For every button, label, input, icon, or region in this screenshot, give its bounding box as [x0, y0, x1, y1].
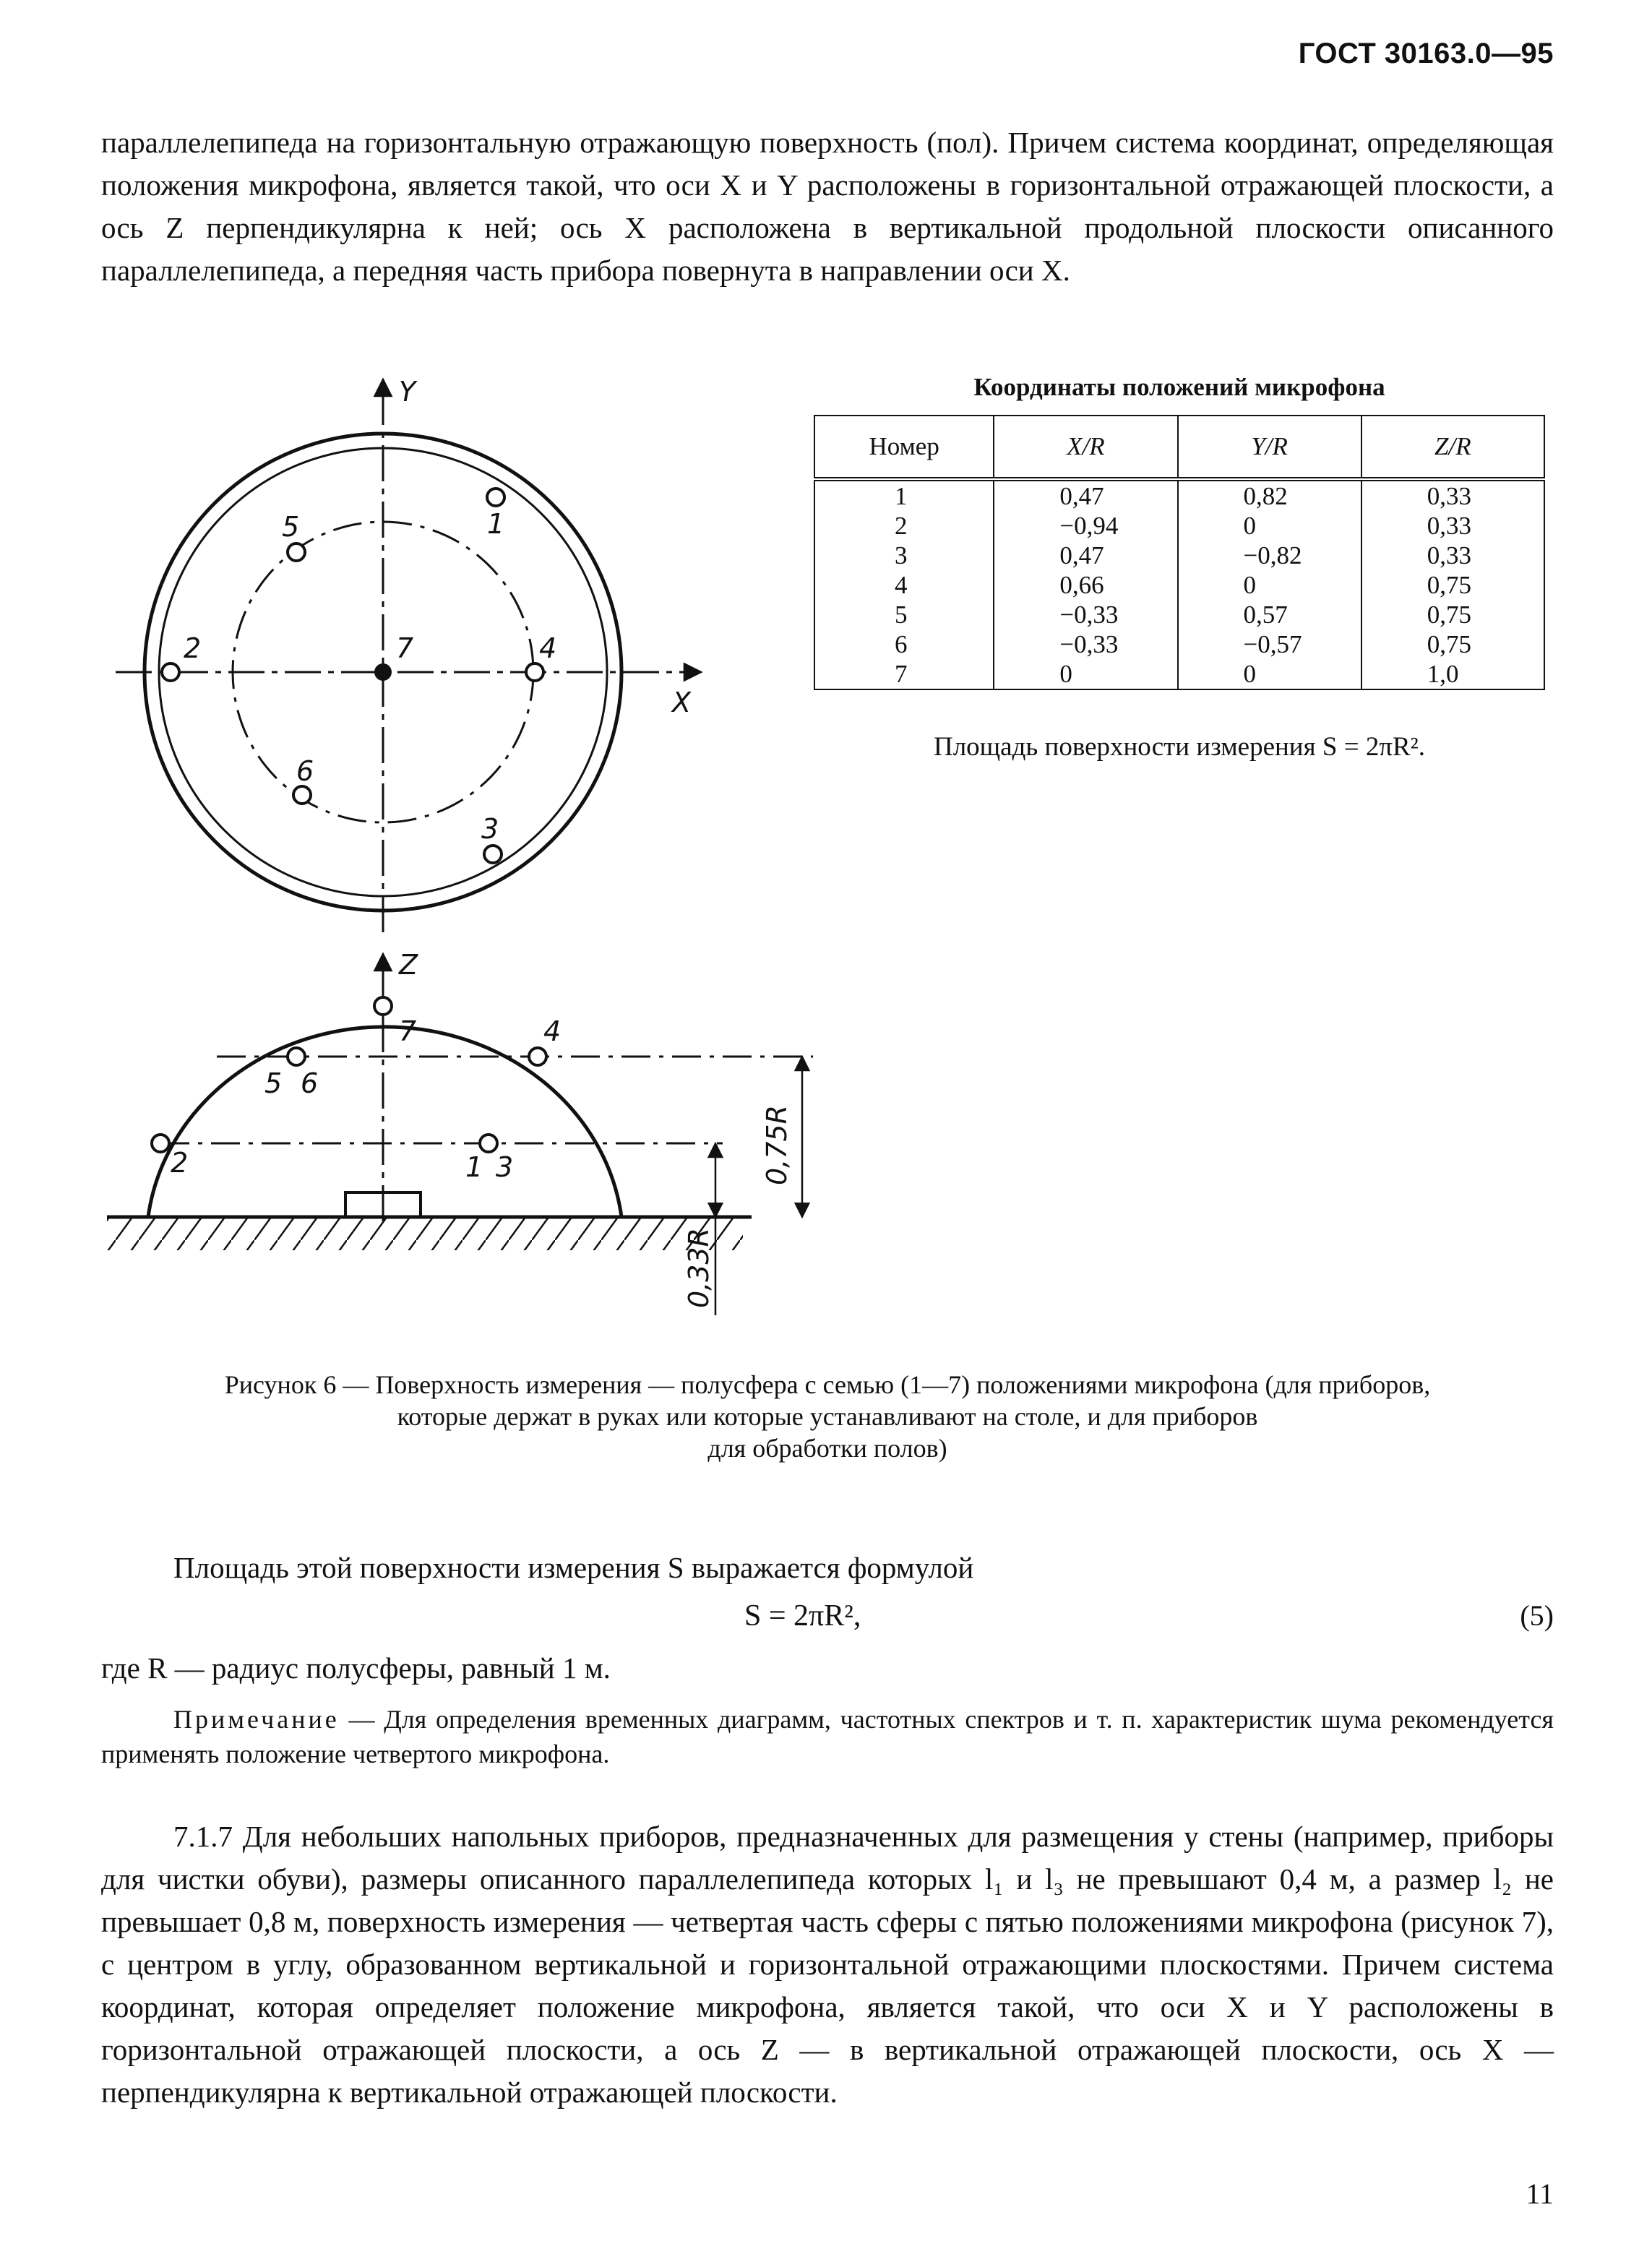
cell-zr: 0,33 [1361, 511, 1544, 541]
side-point-4 [529, 1048, 546, 1065]
point-label-6: 6 [296, 755, 314, 787]
axis-label-y: Y [399, 376, 416, 408]
cell-xr: 0,47 [994, 479, 1177, 511]
formula-intro: Площадь этой поверхности измерения S выражается формулой [173, 1551, 974, 1584]
side-point-7 [374, 997, 392, 1015]
table-header-row [814, 416, 1544, 479]
point-label-5: 5 [282, 511, 300, 543]
mic-point-7 [374, 663, 392, 681]
cell-zr: 0,33 [1361, 541, 1544, 570]
cell-xr: −0,33 [994, 629, 1177, 659]
table-header-number: Номер [814, 416, 994, 479]
cell-zr: 0,75 [1361, 600, 1544, 629]
table-area-note: Площадь поверхности измерения S = 2πR². [933, 732, 1426, 762]
side-label-2: 2 [171, 1147, 189, 1179]
cell-number: 1 [814, 479, 994, 511]
cell-zr: 0,75 [1361, 570, 1544, 600]
cell-number: 2 [814, 511, 994, 541]
side-label-3: 3 [496, 1151, 514, 1183]
side-label-6: 6 [301, 1067, 319, 1099]
caption-line-3: для обработки полов) [707, 1434, 947, 1463]
cell-zr: 1,0 [1361, 659, 1544, 689]
table-row [814, 479, 1544, 511]
mic-point-3 [484, 846, 502, 863]
caption-line-2: которые держат в руках или которые устанавливают на столе, и для приборов [397, 1402, 1258, 1431]
formula: S = 2πR², [744, 1599, 861, 1633]
mic-point-4 [526, 663, 543, 681]
cell-zr: 0,33 [1361, 479, 1544, 511]
cell-zr: 0,75 [1361, 629, 1544, 659]
cell-xr: −0,33 [994, 600, 1177, 629]
point-label-4: 4 [539, 632, 557, 664]
page-number: 11 [1526, 2177, 1554, 2210]
cell-yr: 0,57 [1178, 600, 1361, 629]
section-7-1-7: 7.1.7 Для небольших напольных приборов, предназначенных для размещения у стены (например, приборы для чистки обуви), размеры описанного параллелепипеда которых l₁ и l₃ не превышают 0,4 м, а размер l₂ не превышает 0,8 м, поверхность измерения — четвертая часть сферы с пятью положениями микрофона (рисунок 7), с центром в углу, образованном вертикальной и горизонтальной отражающими плоскостями. Причем система координат, которая определяет положение микрофона, является такой, что оси X и Y расположены в горизонтальной отражающей плоскости, а ось Z — в вертикальной отражающей плоскости, ось X — перпендикулярна к вертикальной отражающей плоскости. [101, 1820, 1554, 2109]
table-row [814, 600, 1544, 629]
mic-point-2 [162, 663, 179, 681]
mic-point-5 [288, 543, 305, 561]
point-label-2: 2 [184, 632, 202, 664]
cell-yr: 0,82 [1178, 479, 1361, 511]
note-text: — Для определения временных диаграмм, частотных спектров и т. п. характеристик шума рекомендуется применять положение четвертого микрофона. [101, 1705, 1554, 1768]
document-header: ГОСТ 30163.0—95 [1298, 38, 1554, 69]
cell-yr: 0 [1178, 659, 1361, 689]
cell-number: 3 [814, 541, 994, 570]
cell-yr: 0 [1178, 511, 1361, 541]
cell-number: 7 [814, 659, 994, 689]
dim-label-033: 0,33R [683, 1227, 715, 1308]
cell-yr: −0,57 [1178, 629, 1361, 659]
cell-yr: −0,82 [1178, 541, 1361, 570]
side-point-13 [480, 1135, 497, 1152]
point-label-3: 3 [481, 813, 499, 845]
coordinates-table [814, 415, 1545, 690]
note-label: Примечание [173, 1705, 340, 1734]
point-label-7: 7 [396, 632, 414, 664]
table-header-xr: X/R [994, 416, 1177, 479]
table-row [814, 541, 1544, 570]
floor-hatch [107, 1218, 743, 1250]
table-header-yr: Y/R [1178, 416, 1361, 479]
cell-xr: 0,66 [994, 570, 1177, 600]
table-row [814, 570, 1544, 600]
cell-xr: 0,47 [994, 541, 1177, 570]
side-point-56 [288, 1048, 305, 1065]
dim-label-075: 0,75R [761, 1104, 793, 1185]
note [101, 1702, 1554, 1771]
figure-caption [101, 1369, 1554, 1464]
table-header-zr: Z/R [1361, 416, 1544, 479]
point-label-1: 1 [487, 508, 505, 540]
caption-line-1: Рисунок 6 — Поверхность измерения — полусфера с семью (1—7) положениями микрофона (для приборов, [224, 1370, 1431, 1399]
axis-label-x: X [672, 687, 692, 718]
side-point-2 [152, 1135, 169, 1152]
side-label-7: 7 [399, 1015, 417, 1047]
cell-number: 6 [814, 629, 994, 659]
formula-number: (5) [1520, 1599, 1554, 1632]
cell-yr: 0 [1178, 570, 1361, 600]
table-row [814, 659, 1544, 689]
mic-point-1 [487, 489, 504, 506]
side-label-4: 4 [543, 1015, 562, 1047]
table-row [814, 511, 1544, 541]
intro-paragraph: параллелепипеда на горизонтальную отражающую поверхность (пол). Причем система координат, определяющая положения микрофона, является такой, что оси X и Y расположены в горизонтальной отражающей плоскости, а ось Z перпендикулярна к ней; ось X расположена в вертикальной продольной плоскости описанного параллелепипеда, а передняя часть прибора повернута в направлении оси X. [101, 126, 1554, 287]
hemisphere-arc [148, 1027, 621, 1217]
table-title: Координаты положений микрофона [973, 373, 1385, 401]
side-label-1: 1 [465, 1151, 483, 1183]
cell-number: 4 [814, 570, 994, 600]
axis-label-z: Z [399, 949, 418, 981]
cell-xr: 0 [994, 659, 1177, 689]
side-label-5: 5 [264, 1067, 283, 1099]
mic-point-6 [293, 786, 311, 804]
formula-where: где R — радиус полусферы, равный 1 м. [101, 1651, 611, 1685]
table-row [814, 629, 1544, 659]
cell-number: 5 [814, 600, 994, 629]
cell-xr: −0,94 [994, 511, 1177, 541]
